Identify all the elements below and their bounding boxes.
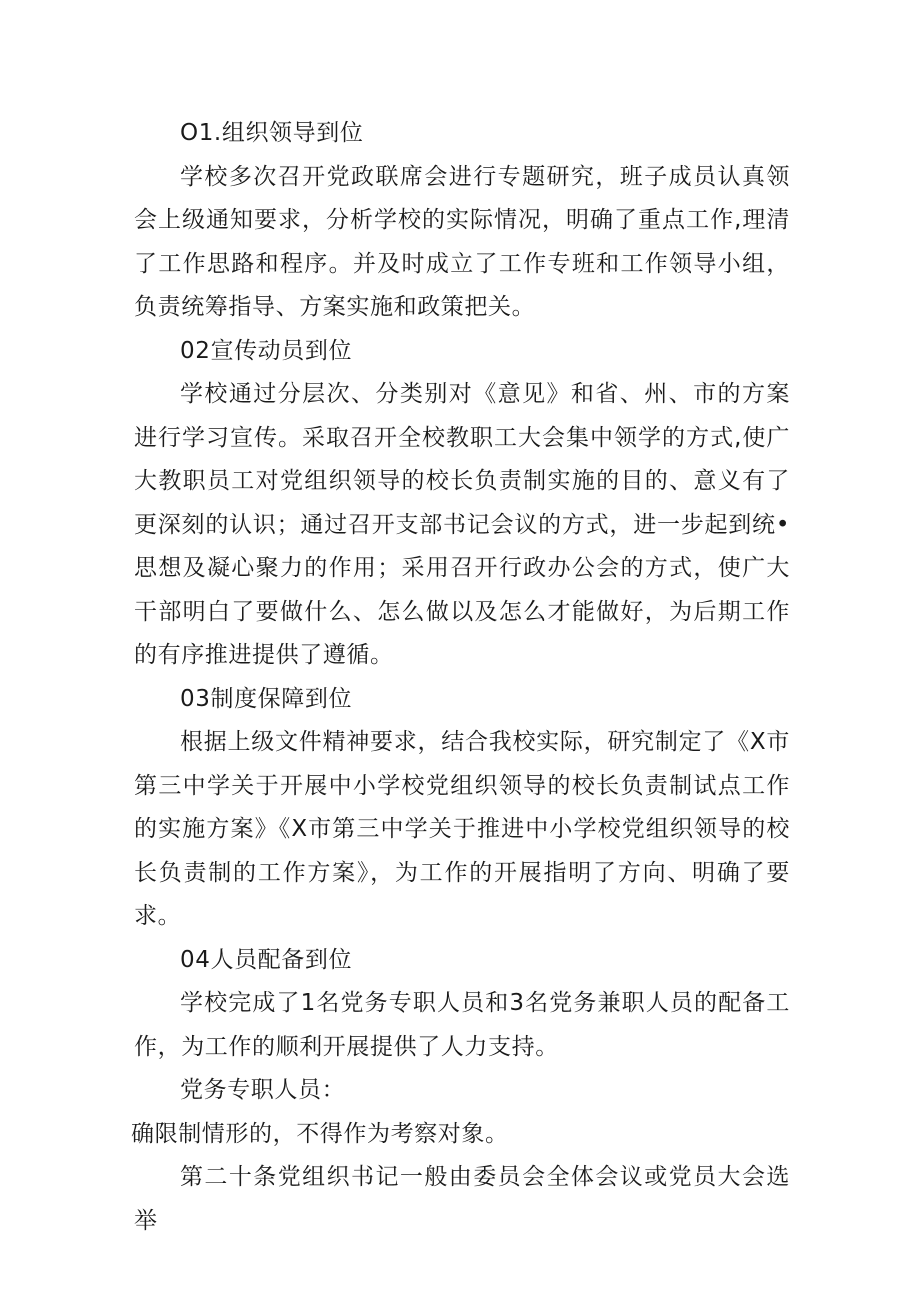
paragraph-system: 根据上级文件精神要求，结合我校实际，研究制定了《X市第三中学关于开展中小学校党组织领导的校长负责制试点工作的实施方案》《X市第三中学关于推进中小学校党组织领导的校长负责制的工作方案》，为工作的开展指明了方向、明确了要求。 bbox=[134, 729, 790, 929]
paragraph-organization: 学校多次召开党政联席会进行专题研究，班子成员认真领会上级通知要求，分析学校的实际情况，明确了重点工作,理清了工作思路和程序。并及时成立了工作专班和工作领导小组，负责统筹指导、方案实施和政策把关。 bbox=[134, 163, 790, 320]
document-body bbox=[131, 112, 790, 1243]
section-heading-system: 03制度保障到位 bbox=[180, 685, 353, 712]
paragraph-article-twenty: 第二十条党组织书记一般由委员会全体会议或党员大会选举 bbox=[134, 1164, 790, 1234]
paragraph-restriction: 确限制情形的，不得作为考察对象。 bbox=[131, 1120, 509, 1147]
paragraph-fulltime-staff: 党务专职人员： bbox=[180, 1077, 346, 1103]
paragraph-publicity: 学校通过分层次、分类别对《意见》和省、州、市的方案进行学习宣传。采取召开全校教职工大会集中领学的方式,使广大教职员工对党组织领导的校长负责制实施的目的、意义有了更深刻的认识；通过召开支部书记会议的方式，进一步起到统•思想及凝心聚力的作用；采用召开行政办公会的方式，使广大干部明白了要做什么、怎么做以及怎么才能做好，为后期工作的有序推进提供了遵循。 bbox=[134, 381, 790, 668]
section-heading-organization: O1.组织领导到位 bbox=[180, 120, 364, 146]
section-heading-staffing: 04人员配备到位 bbox=[180, 946, 353, 973]
paragraph-staffing: 学校完成了1名党务专职人员和3名党务兼职人员的配备工作，为工作的顺利开展提供了人力支持。 bbox=[134, 990, 790, 1060]
section-heading-publicity: 02宣传动员到位 bbox=[180, 337, 353, 364]
